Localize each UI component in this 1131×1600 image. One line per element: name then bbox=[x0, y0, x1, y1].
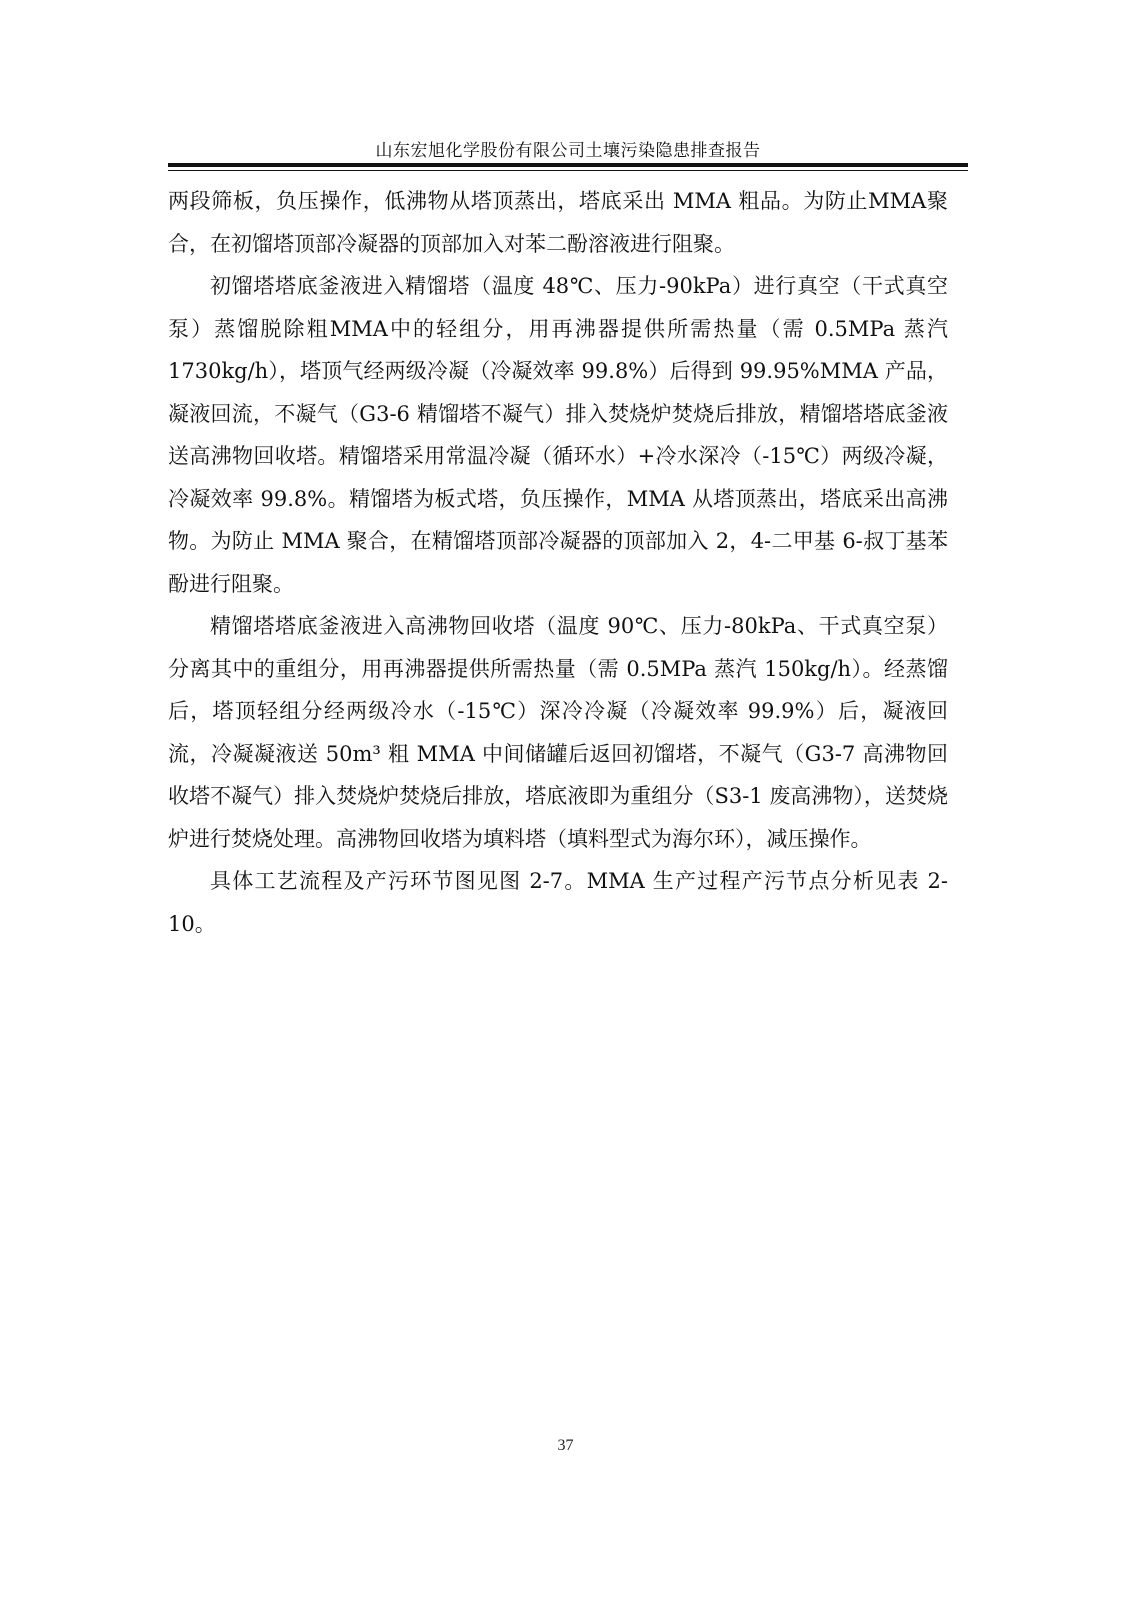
header-rule-thin bbox=[168, 170, 968, 171]
paragraph-4: 具体工艺流程及产污环节图见图 2-7。MMA 生产过程产污节点分析见表 2-10。 bbox=[168, 869, 948, 936]
body-text bbox=[168, 180, 948, 945]
paragraph-1: 两段筛板，负压操作，低沸物从塔顶蒸出，塔底采出 MMA 粗品。为防止MMA聚合，在初馏塔顶部冷凝器的顶部加入对苯二酚溶液进行阻聚。 bbox=[168, 189, 948, 256]
paragraph-2: 初馏塔塔底釜液进入精馏塔（温度 48℃、压力-90kPa）进行真空（干式真空泵）蒸馏脱除粗MMA中的轻组分，用再沸器提供所需热量（需 0.5MPa 蒸汽1730kg/h），塔顶气经两级冷凝（冷凝效率 99.8%）后得到 99.95%MMA 产品，凝液回流，不凝气（G3-6 精馏塔不凝气）排入焚烧炉焚烧后排放，精馏塔塔底釜液送高沸物回收塔。精馏塔采用常温冷凝（循环水）+冷水深冷（-15℃）两级冷凝，冷凝效率 99.8%。精馏塔为板式塔，负压操作，MMA 从塔顶蒸出，塔底采出高沸物。为防止 MMA 聚合，在精馏塔顶部冷凝器的顶部加入 2，4-二甲基 6-叔丁基苯酚进行阻聚。 bbox=[168, 274, 948, 596]
page-number: 37 bbox=[557, 1437, 574, 1454]
header-rule-thick bbox=[168, 163, 968, 167]
paragraph-3: 精馏塔塔底釜液进入高沸物回收塔（温度 90℃、压力-80kPa、干式真空泵）分离其中的重组分，用再沸器提供所需热量（需 0.5MPa 蒸汽 150kg/h）。经蒸馏后，塔顶轻组分经两级冷水（-15℃）深冷冷凝（冷凝效率 99.9%）后，凝液回流，冷凝凝液送 50m³ 粗 MMA 中间储罐后返回初馏塔，不凝气（G3-7 高沸物回收塔不凝气）排入焚烧炉焚烧后排放，塔底液即为重组分（S3-1 废高沸物），送焚烧炉进行焚烧处理。高沸物回收塔为填料塔（填料型式为海尔环），减压操作。 bbox=[168, 614, 948, 851]
page-header bbox=[168, 128, 968, 166]
header-title: 山东宏旭化学股份有限公司土壤污染隐患排查报告 bbox=[375, 141, 761, 161]
